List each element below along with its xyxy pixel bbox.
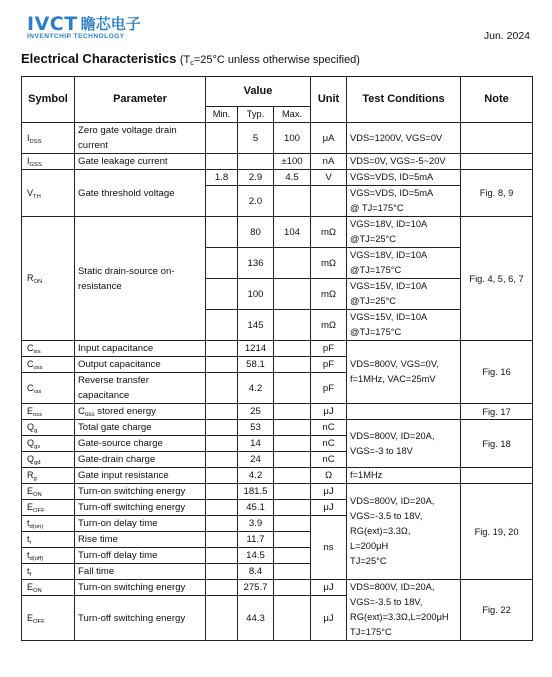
header-value: Value — [206, 77, 311, 107]
symbol-cell: $t_r$ — [22, 532, 75, 548]
max-cell — [274, 436, 311, 452]
symbol-cell: $C_{oss}$ — [22, 357, 75, 373]
typ-cell: 80 — [238, 217, 274, 248]
typ-cell: 58.1 — [238, 357, 274, 373]
max-cell — [274, 564, 311, 580]
note-cell — [461, 123, 533, 154]
parameter-cell: Zero gate voltage drain current — [75, 123, 206, 154]
unit-cell: pF — [311, 357, 347, 373]
header-symbol: Symbol — [22, 77, 75, 123]
test-condition-cell: VGS=18V, ID=10A @TJ=175°C — [347, 248, 461, 279]
typ-cell — [238, 154, 274, 170]
min-cell — [206, 420, 238, 436]
unit-cell: nC — [311, 452, 347, 468]
parameter-cell: Turn-on switching energy — [75, 580, 206, 596]
header-row — [22, 77, 533, 107]
max-cell — [274, 516, 311, 532]
test-condition-cell: VDS=800V, ID=20A, VGS=-3.5 to 18V, RG(ext)=3.3Ω,L=200μH TJ=175°C — [347, 580, 461, 641]
header-test-conditions: Test Conditions — [347, 77, 461, 123]
unit-cell: μA — [311, 123, 347, 154]
logo-chinese-name: 瞻芯电子 — [80, 15, 141, 33]
unit-cell: μJ — [311, 500, 347, 516]
unit-cell: mΩ — [311, 279, 347, 310]
test-condition-cell: VGS=VDS, ID=5mA @ TJ=175°C — [347, 186, 461, 217]
max-cell — [274, 279, 311, 310]
unit-cell: Ω — [311, 468, 347, 484]
test-condition-cell: VDS=800V, VGS=0V, f=1MHz, VAC=25mV — [347, 341, 461, 404]
typ-cell: 24 — [238, 452, 274, 468]
min-cell — [206, 404, 238, 420]
symbol-cell: $E_{ON}$ — [22, 484, 75, 500]
max-cell — [274, 580, 311, 596]
parameter-cell: Gate-drain charge — [75, 452, 206, 468]
section-title: Electrical Characteristics — [21, 51, 177, 66]
typ-cell: 14 — [238, 436, 274, 452]
symbol-cell: $E_{OFF}$ — [22, 500, 75, 516]
note-cell: Fig. 17 — [461, 404, 533, 420]
table-row — [22, 404, 533, 420]
parameter-cell: Turn-off delay time — [75, 548, 206, 564]
note-cell — [461, 468, 533, 484]
min-cell — [206, 436, 238, 452]
unit-cell: μJ — [311, 596, 347, 641]
max-cell: 104 — [274, 217, 311, 248]
parameter-cell: Output capacitance — [75, 357, 206, 373]
unit-cell: nA — [311, 154, 347, 170]
test-condition-cell: VGS=18V, ID=10A @TJ=25°C — [347, 217, 461, 248]
unit-cell: mΩ — [311, 248, 347, 279]
unit-cell: pF — [311, 341, 347, 357]
symbol-cell: $I_{GSS}$ — [22, 154, 75, 170]
min-cell — [206, 548, 238, 564]
max-cell — [274, 373, 311, 404]
min-cell — [206, 596, 238, 641]
logo-subtitle: INVENTCHIP TECHNOLOGY — [27, 33, 125, 40]
test-condition-cell: VGS=15V, ID=10A @TJ=25°C — [347, 279, 461, 310]
typ-cell: 1214 — [238, 341, 274, 357]
typ-cell: 25 — [238, 404, 274, 420]
min-cell — [206, 248, 238, 279]
max-cell: ±100 — [274, 154, 311, 170]
unit-cell: μJ — [311, 580, 347, 596]
symbol-cell: $C_{rss}$ — [22, 373, 75, 404]
min-cell — [206, 516, 238, 532]
min-cell — [206, 373, 238, 404]
parameter-cell: Rise time — [75, 532, 206, 548]
typ-cell: 136 — [238, 248, 274, 279]
min-cell — [206, 217, 238, 248]
header-min: Min. — [206, 107, 238, 123]
section-condition: ($T_c=25^\circ C$ unless otherwise specified) — [179, 54, 360, 67]
table-row — [22, 341, 533, 357]
parameter-cell: Input capacitance — [75, 341, 206, 357]
min-cell — [206, 279, 238, 310]
min-cell: 1.8 — [206, 170, 238, 186]
max-cell — [274, 548, 311, 564]
parameter-cell: $C_{oss}$ stored energy — [75, 404, 206, 420]
symbol-cell: $V_{TH}$ — [22, 170, 75, 217]
parameter-cell: Gate threshold voltage — [75, 170, 206, 217]
typ-cell: 4.2 — [238, 373, 274, 404]
header-unit: Unit — [311, 77, 347, 123]
unit-cell: pF — [311, 373, 347, 404]
unit-cell — [311, 186, 347, 217]
test-condition-cell — [347, 404, 461, 420]
typ-cell: 2.0 — [238, 186, 274, 217]
min-cell — [206, 468, 238, 484]
note-cell: Fig. 4, 5, 6, 7 — [461, 217, 533, 341]
table-row — [22, 170, 533, 186]
section-heading — [21, 51, 360, 66]
max-cell — [274, 357, 311, 373]
min-cell — [206, 484, 238, 500]
unit-cell: mΩ — [311, 310, 347, 341]
min-cell — [206, 123, 238, 154]
document-date: Jun. 2024 — [483, 30, 530, 42]
test-condition-cell: VGS=VDS, ID=5mA — [347, 170, 461, 186]
note-cell: Fig. 18 — [461, 420, 533, 468]
parameter-cell: Reverse transfer capacitance — [75, 373, 206, 404]
min-cell — [206, 500, 238, 516]
logo-wordmark: IVCT — [27, 13, 78, 35]
parameter-cell: Gate leakage current — [75, 154, 206, 170]
max-cell — [274, 484, 311, 500]
typ-cell: 2.9 — [238, 170, 274, 186]
max-cell — [274, 248, 311, 279]
parameter-cell: Static drain-source on-resistance — [75, 217, 206, 341]
unit-cell: ns — [311, 516, 347, 580]
max-cell — [274, 500, 311, 516]
max-cell: 100 — [274, 123, 311, 154]
typ-cell: 45.1 — [238, 500, 274, 516]
typ-cell: 8.4 — [238, 564, 274, 580]
symbol-cell: $R_g$ — [22, 468, 75, 484]
typ-cell: 4.2 — [238, 468, 274, 484]
typ-cell: 53 — [238, 420, 274, 436]
typ-cell: 3.9 — [238, 516, 274, 532]
symbol-cell: $t_{d(on)}$ — [22, 516, 75, 532]
symbol-cell: $t_f$ — [22, 564, 75, 580]
parameter-cell: Total gate charge — [75, 420, 206, 436]
max-cell — [274, 452, 311, 468]
typ-cell: 44.3 — [238, 596, 274, 641]
min-cell — [206, 564, 238, 580]
min-cell — [206, 452, 238, 468]
parameter-cell: Turn-on switching energy — [75, 484, 206, 500]
max-cell — [274, 420, 311, 436]
min-cell — [206, 532, 238, 548]
test-condition-cell: VDS=800V, ID=20A, VGS=-3.5 to 18V, RG(ext)=3.3Ω, L=200μH TJ=25°C — [347, 484, 461, 580]
company-logo — [27, 14, 141, 40]
typ-cell: 11.7 — [238, 532, 274, 548]
symbol-cell: $E_{OFF}$ — [22, 596, 75, 641]
symbol-cell: $R_{ON}$ — [22, 217, 75, 341]
table-row — [22, 154, 533, 170]
min-cell — [206, 186, 238, 217]
parameter-cell: Turn-off switching energy — [75, 596, 206, 641]
symbol-cell: $t_{d(off)}$ — [22, 548, 75, 564]
min-cell — [206, 357, 238, 373]
max-cell — [274, 532, 311, 548]
note-cell: Fig. 19, 20 — [461, 484, 533, 580]
header-note: Note — [461, 77, 533, 123]
symbol-cell: $E_{oss}$ — [22, 404, 75, 420]
min-cell — [206, 310, 238, 341]
symbol-cell: $Q_{gd}$ — [22, 452, 75, 468]
max-cell — [274, 310, 311, 341]
typ-cell: 181.5 — [238, 484, 274, 500]
note-cell — [461, 154, 533, 170]
symbol-cell: $Q_g$ — [22, 420, 75, 436]
parameter-cell: Turn-off switching energy — [75, 500, 206, 516]
typ-cell: 14.5 — [238, 548, 274, 564]
typ-cell: 100 — [238, 279, 274, 310]
unit-cell: μJ — [311, 484, 347, 500]
max-cell — [274, 596, 311, 641]
symbol-cell: $C_{iss}$ — [22, 341, 75, 357]
test-condition-cell: VGS=15V, ID=10A @TJ=175°C — [347, 310, 461, 341]
test-condition-cell: f=1MHz — [347, 468, 461, 484]
unit-cell: V — [311, 170, 347, 186]
table-row — [22, 217, 533, 248]
unit-cell: μJ — [311, 404, 347, 420]
table-row — [22, 420, 533, 436]
max-cell — [274, 341, 311, 357]
unit-cell: mΩ — [311, 217, 347, 248]
parameter-cell: Fall time — [75, 564, 206, 580]
max-cell — [274, 186, 311, 217]
table-row — [22, 484, 533, 500]
table-row — [22, 580, 533, 596]
min-cell — [206, 580, 238, 596]
parameter-cell: Gate-source charge — [75, 436, 206, 452]
test-condition-cell: VDS=0V, VGS=-5~20V — [347, 154, 461, 170]
max-cell — [274, 468, 311, 484]
parameter-cell: Turn-on delay time — [75, 516, 206, 532]
max-cell — [274, 404, 311, 420]
max-cell: 4.5 — [274, 170, 311, 186]
symbol-cell: $E_{ON}$ — [22, 580, 75, 596]
header-typ: Typ. — [238, 107, 274, 123]
unit-cell: nC — [311, 420, 347, 436]
header-parameter: Parameter — [75, 77, 206, 123]
parameter-cell: Gate input resistance — [75, 468, 206, 484]
symbol-cell: $Q_{gs}$ — [22, 436, 75, 452]
typ-cell: 275.7 — [238, 580, 274, 596]
min-cell — [206, 154, 238, 170]
note-cell: Fig. 22 — [461, 580, 533, 641]
typ-cell: 145 — [238, 310, 274, 341]
electrical-characteristics-table — [21, 76, 533, 641]
note-cell: Fig. 16 — [461, 341, 533, 404]
symbol-cell: $I_{DSS}$ — [22, 123, 75, 154]
typ-cell: 5 — [238, 123, 274, 154]
note-cell: Fig. 8, 9 — [461, 170, 533, 217]
header-max: Max. — [274, 107, 311, 123]
table-row — [22, 123, 533, 154]
min-cell — [206, 341, 238, 357]
unit-cell: nC — [311, 436, 347, 452]
table-row — [22, 468, 533, 484]
test-condition-cell: VDS=1200V, VGS=0V — [347, 123, 461, 154]
test-condition-cell: VDS=800V, ID=20A, VGS=-3 to 18V — [347, 420, 461, 468]
